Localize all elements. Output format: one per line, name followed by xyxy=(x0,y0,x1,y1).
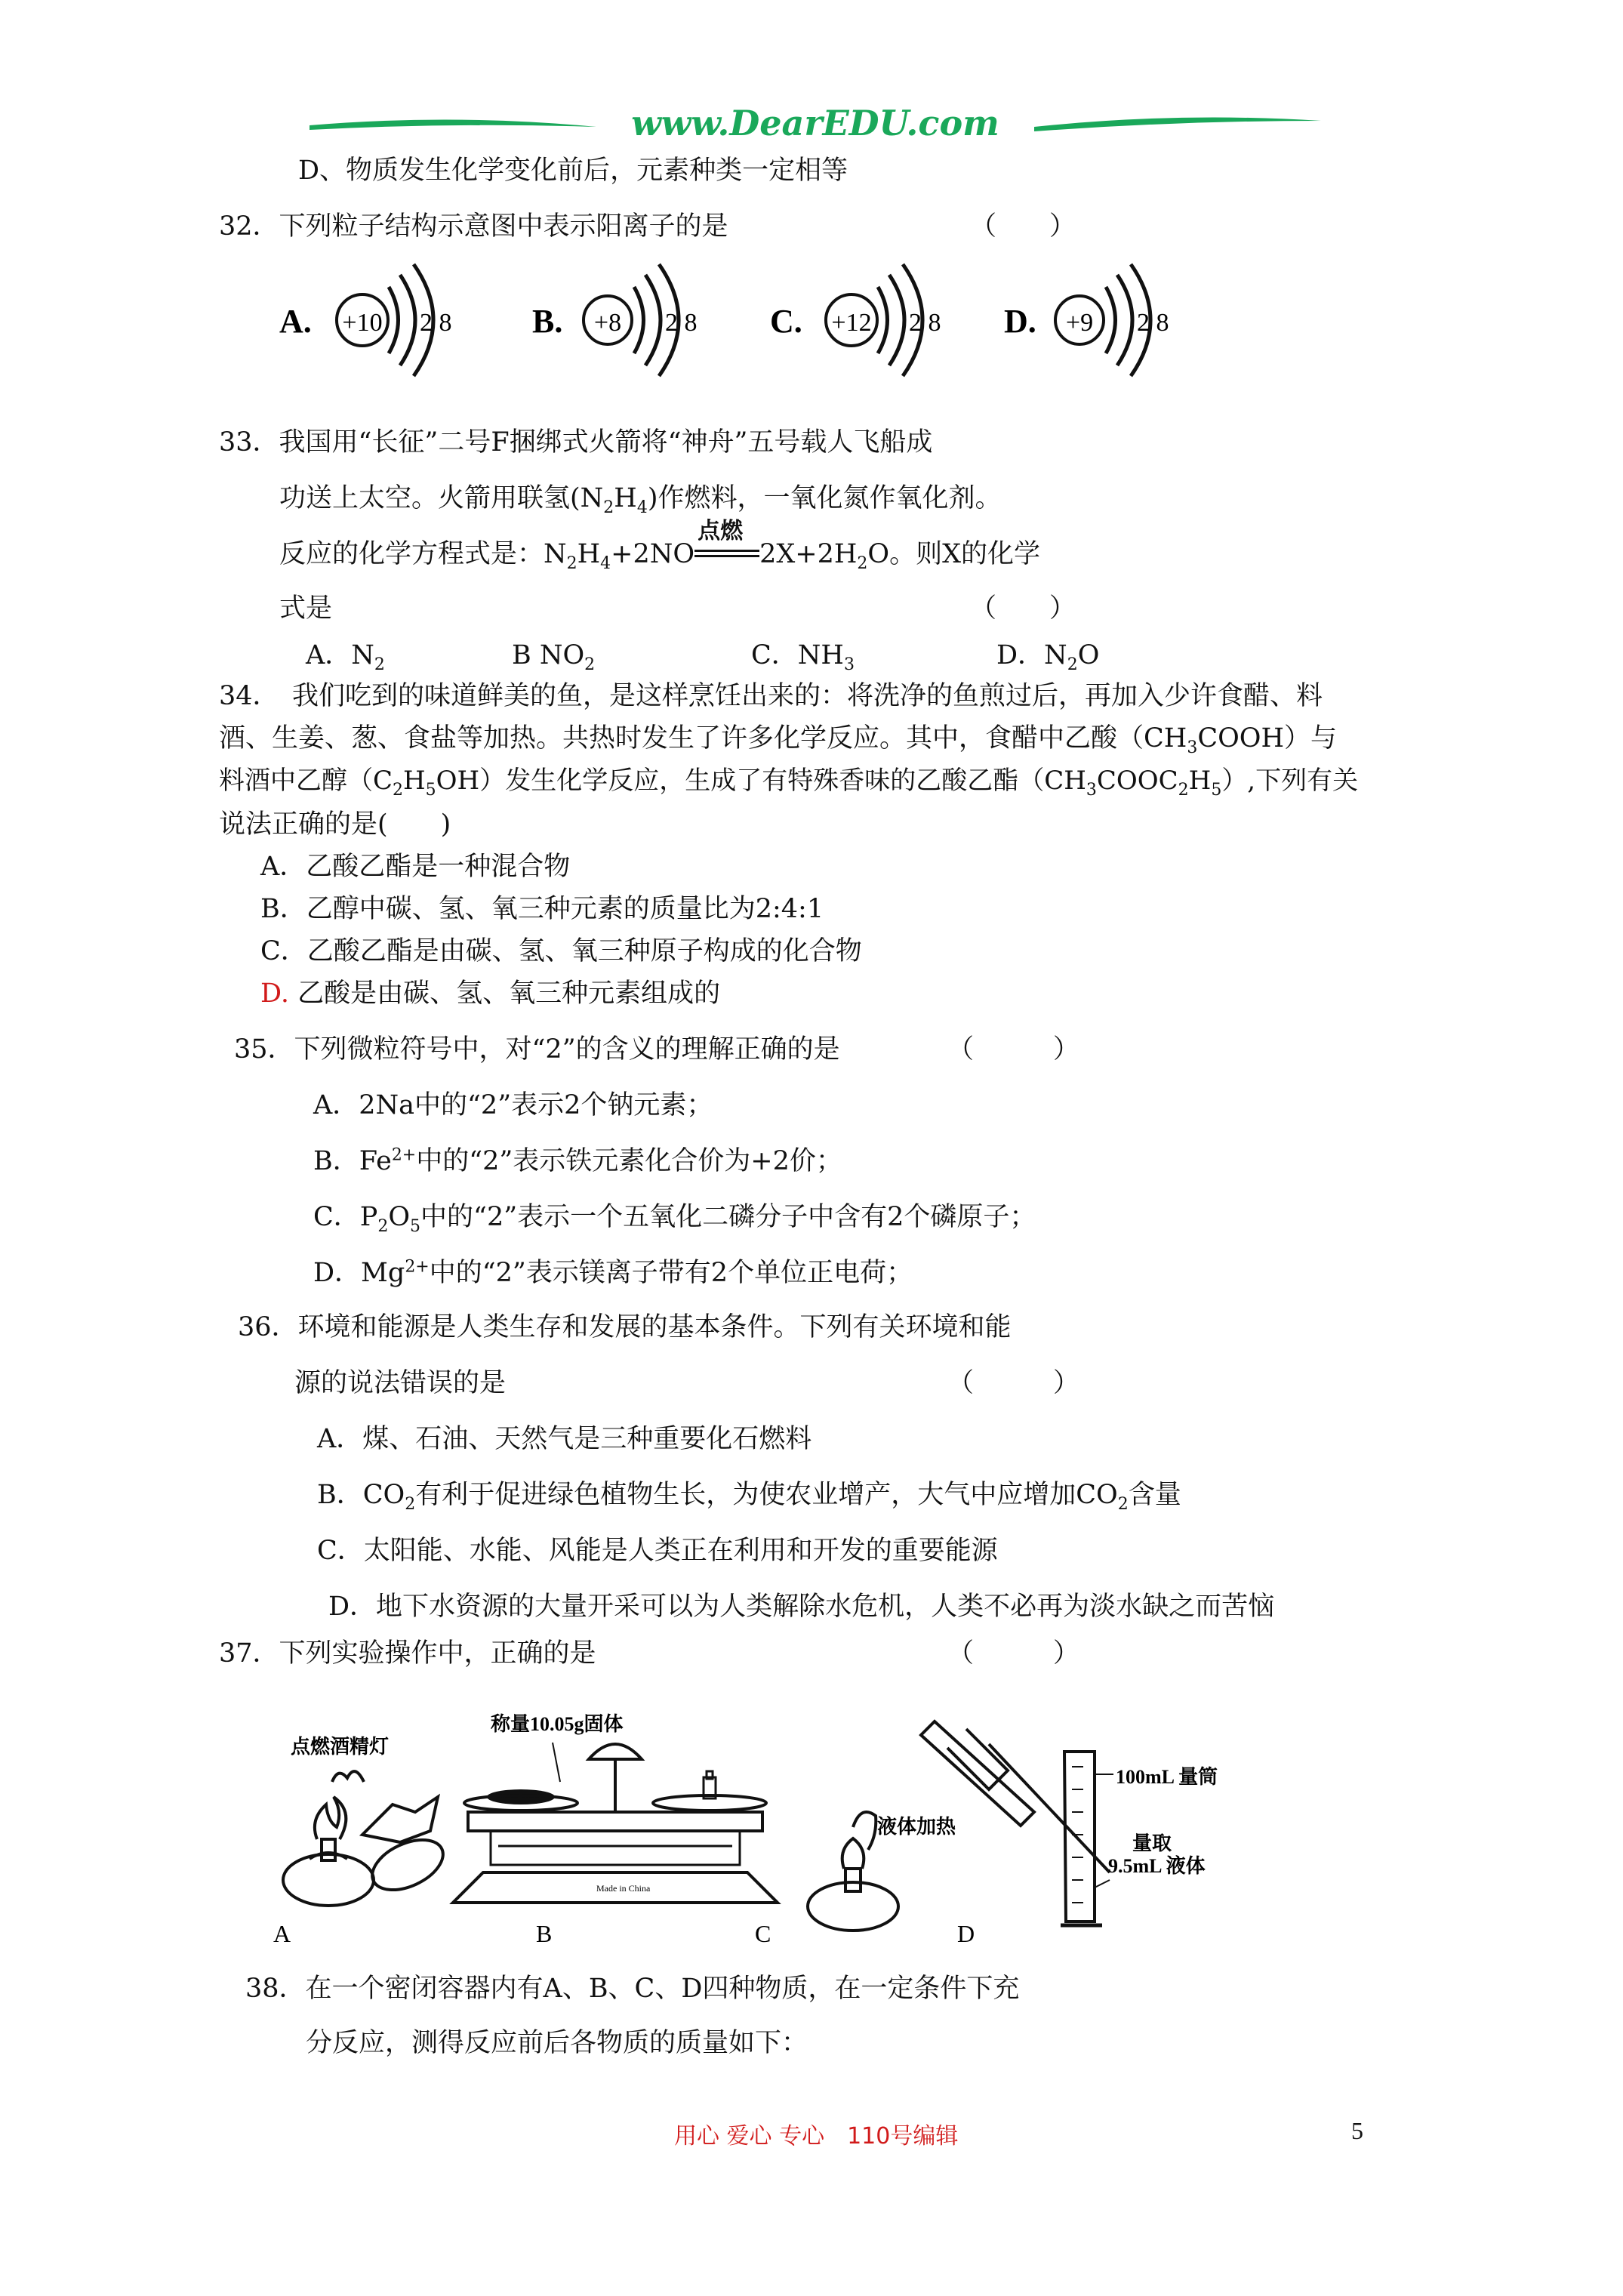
footer-text: 用心 爱心 专心 110号编辑 xyxy=(674,2123,959,2150)
svg-text:2 8: 2 8 xyxy=(420,309,452,337)
q34-line4: 说法正确的是( ) xyxy=(219,809,451,840)
svg-text:+12: +12 xyxy=(831,309,872,337)
q33-line1: 33．我国用“长征”二号F捆绑式火箭将“神舟”五号载人飞船成 xyxy=(219,427,933,458)
q34-line2: 酒、生姜、葱、食盐等加热。共热时发生了许多化学反应。其中，食醋中乙酸$(CH_3COOH)$与 xyxy=(219,723,1338,757)
q33-line4: 式是 xyxy=(279,593,333,624)
q37-apparatus-figures xyxy=(264,1699,1283,1955)
balance-weighing-figure xyxy=(453,1713,778,1947)
header-logo-text: www.DearEDU.com xyxy=(631,103,999,143)
svg-text:C.: C. xyxy=(770,303,802,340)
q37-answer-paren: （ ） xyxy=(947,1638,1080,1669)
q32-answer-paren: （ ） xyxy=(970,211,1076,242)
q34-line3: 料酒中乙醇$(C_2H_5OH)$发生化学反应，生成了有特殊香味的乙酸乙酯$(CH_3COOC_2H_5)$,下列有关 xyxy=(219,766,1359,800)
q36-line1: 36．环境和能源是人类生存和发展的基本条件。下列有关环境和能 xyxy=(238,1312,1012,1342)
svg-text:100mL 量筒: 100mL 量筒 xyxy=(1116,1766,1218,1788)
svg-text:D: D xyxy=(957,1920,975,1947)
q31-option-d: D、物质发生化学变化前后，元素种类一定相等 xyxy=(298,156,848,186)
q38-line1: 38．在一个密闭容器内有A、B、C、D四种物质，在一定条件下充 xyxy=(245,1974,1020,2004)
q34-option-c: C．乙酸乙酯是由碳、氢、氧三种原子构成的化合物 xyxy=(260,936,862,966)
liquid-heating-figure xyxy=(755,1721,1110,1947)
q36-option-b: B．$CO_2$有利于促进绿色植物生长，为使农业增产，大气中应增加$CO_2$含量 xyxy=(317,1480,1181,1514)
q37-stem: 37．下列实验操作中，正确的是 xyxy=(219,1638,596,1669)
q33-line2: 功送上太空。火箭用联氢$(N_2H_4)$作燃料，一氧化氮作氧化剂。 xyxy=(279,483,1002,517)
svg-text:B.: B. xyxy=(532,303,563,340)
svg-text:+9: +9 xyxy=(1065,309,1094,337)
page-number: 5 xyxy=(1351,2117,1363,2144)
q33-reaction-condition: 点燃 xyxy=(694,541,759,571)
q34-option-d: D. 乙酸是由碳、氢、氧三种元素组成的 xyxy=(260,978,721,1009)
q33-option-b: B $NO_2$ xyxy=(512,640,596,674)
svg-text:9.5mL 液体: 9.5mL 液体 xyxy=(1108,1855,1206,1877)
svg-text:2 8: 2 8 xyxy=(909,309,941,337)
q35-option-d: D．$Mg^{2+}$中的“2”表示镁离子带有2个单位正电荷； xyxy=(313,1257,913,1288)
q36-answer-paren: （ ） xyxy=(947,1368,1080,1398)
svg-text:2 8: 2 8 xyxy=(665,309,698,337)
svg-text:点燃酒精灯: 点燃酒精灯 xyxy=(291,1736,390,1758)
q36-option-a: A．煤、石油、天然气是三种重要化石燃料 xyxy=(317,1424,812,1454)
svg-text:A.: A. xyxy=(279,303,312,340)
q35-answer-paren: （ ） xyxy=(947,1034,1080,1065)
alcohol-lamp-lighting-figure xyxy=(273,1736,451,1947)
svg-text:+8: +8 xyxy=(593,309,622,337)
q32-atom-diagrams xyxy=(279,257,1185,385)
q33-option-a: A．$N_2$ xyxy=(306,640,385,674)
svg-text:Made in China: Made in China xyxy=(596,1883,651,1894)
atom-diagram-d xyxy=(1004,264,1169,376)
svg-text:B: B xyxy=(536,1920,553,1947)
q38-line2: 分反应，测得反应前后各物质的质量如下： xyxy=(306,2028,808,2058)
atom-diagram-a xyxy=(279,264,452,376)
q35-option-a: A．2Na中的“2”表示2个钠元素； xyxy=(313,1090,713,1120)
svg-text:+10: +10 xyxy=(342,309,383,337)
q33-option-d: D．$N_2O$ xyxy=(996,640,1100,674)
svg-text:A: A xyxy=(273,1920,291,1947)
svg-text:C: C xyxy=(755,1920,771,1947)
q36-line2: 源的说法错误的是 xyxy=(294,1368,507,1398)
svg-text:D.: D. xyxy=(1004,303,1036,340)
q35-stem: 35．下列微粒符号中，对“2”的含义的理解正确的是 xyxy=(234,1034,840,1065)
q34-option-d-letter: D. xyxy=(260,978,289,1009)
header-logo xyxy=(302,100,1329,153)
atom-diagram-c xyxy=(770,264,941,376)
svg-text:量取: 量取 xyxy=(1132,1832,1172,1854)
q35-option-c: C．$P_2O_5$中的“2”表示一个五氧化二磷分子中含有2个磷原子； xyxy=(313,1202,1036,1236)
q36-option-c: C．太阳能、水能、风能是人类正在利用和开发的重要能源 xyxy=(317,1536,998,1566)
atom-diagram-b xyxy=(532,264,698,376)
q34-option-a: A．乙酸乙酯是一种混合物 xyxy=(260,852,571,882)
q34-line1: 34． 我们吃到的味道鲜美的鱼，是这样烹饪出来的：将洗净的鱼煎过后，再加入少许食醋、料 xyxy=(219,681,1323,711)
q34-option-b: B．乙醇中碳、氢、氧三种元素的质量比为2:4:1 xyxy=(260,894,824,924)
q32-stem: 32．下列粒子结构示意图中表示阳离子的是 xyxy=(219,211,728,242)
q33-option-c: C．$NH_3$ xyxy=(751,640,855,674)
q36-option-d: D．地下水资源的大量开采可以为人类解除水危机，人类不必再为淡水缺之而苦恼 xyxy=(328,1592,1275,1622)
q35-option-b: B．$Fe^{2+}$中的“2”表示铁元素化合价为+2价； xyxy=(313,1145,842,1176)
q33-line3: 反应的化学方程式是：$N_2H_4+2NO$ 点燃 $2X+2H_2O$。则X的化学 xyxy=(279,517,1041,573)
svg-text:液体加热: 液体加热 xyxy=(877,1816,956,1838)
svg-text:2 8: 2 8 xyxy=(1137,309,1169,337)
q33-answer-paren: （ ） xyxy=(970,593,1076,624)
svg-text:称量10.05g固体: 称量10.05g固体 xyxy=(491,1713,624,1735)
